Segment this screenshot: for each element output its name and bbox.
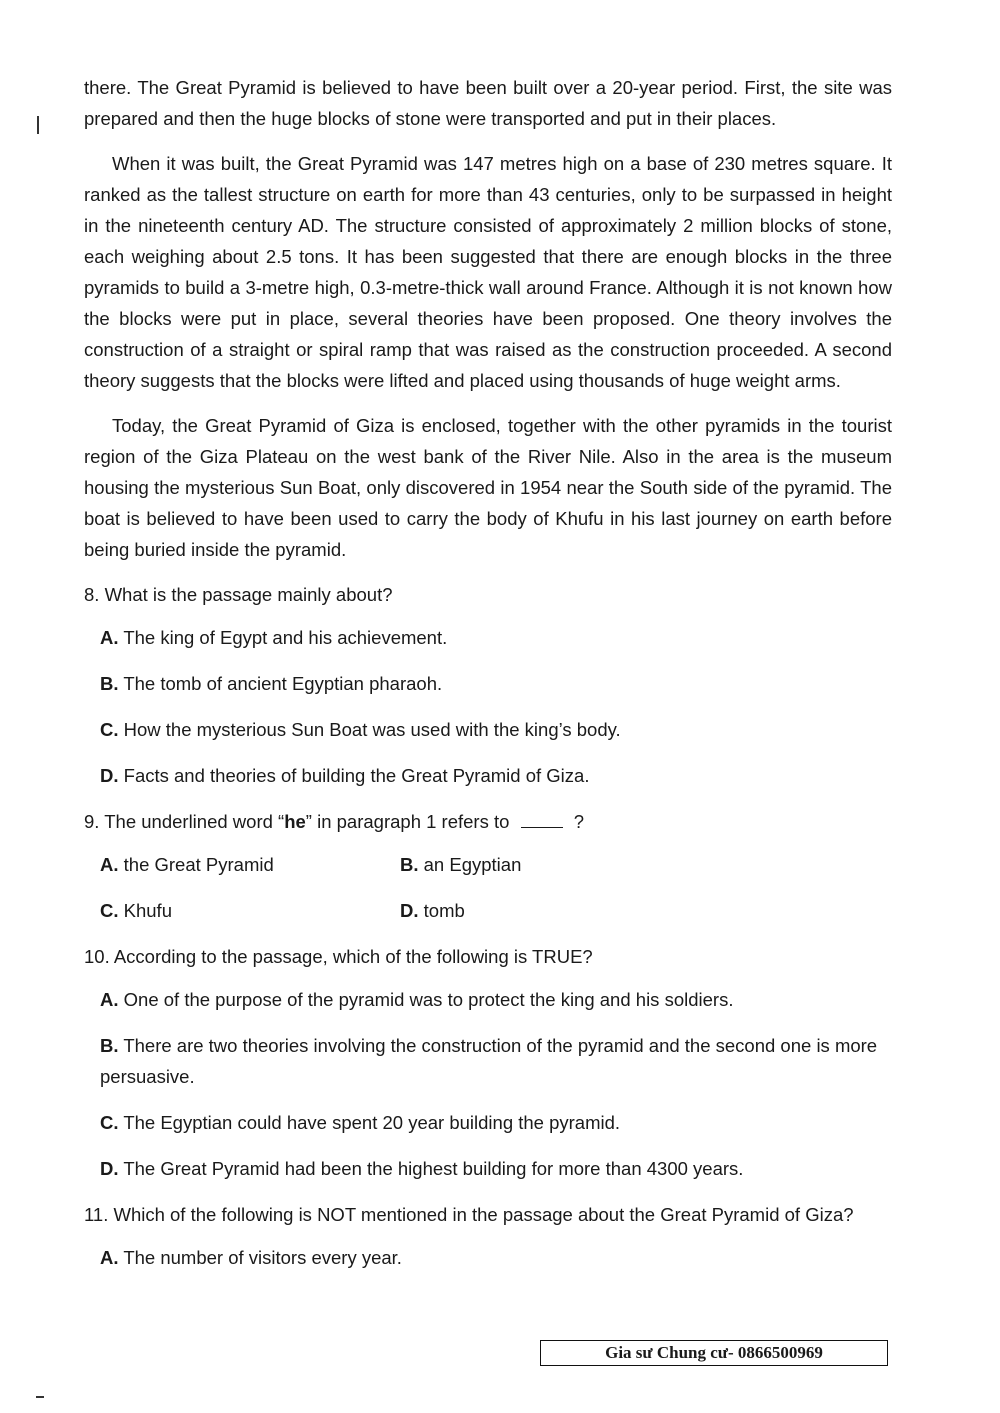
question-8-text: 8. What is the passage mainly about? bbox=[84, 584, 393, 605]
question-10-option-c[interactable] bbox=[100, 1107, 892, 1138]
option-text: Khufu bbox=[123, 900, 172, 921]
question-10-option-b[interactable] bbox=[100, 1030, 892, 1092]
question-9-options-row-2 bbox=[100, 895, 892, 926]
option-text: The Egyptian could have spent 20 year building the pyramid. bbox=[123, 1112, 621, 1133]
option-letter: C. bbox=[100, 719, 119, 740]
option-letter: C. bbox=[100, 1112, 119, 1133]
question-9-option-b[interactable] bbox=[400, 849, 700, 880]
question-10-option-a[interactable] bbox=[100, 984, 892, 1015]
option-letter: B. bbox=[100, 673, 119, 694]
question-11-option-a[interactable] bbox=[100, 1242, 892, 1273]
question-9-text-before: 9. The underlined word “ bbox=[84, 811, 285, 832]
question-9-qmark: ? bbox=[573, 811, 584, 832]
worksheet-page bbox=[84, 72, 892, 1288]
question-9-options-row-1 bbox=[100, 849, 892, 880]
option-text: There are two theories involving the construction of the pyramid and the second one is more persuasive. bbox=[100, 1035, 878, 1087]
option-text: The Great Pyramid had been the highest building for more than 4300 years. bbox=[123, 1158, 744, 1179]
option-text: an Egyptian bbox=[423, 854, 522, 875]
scan-mark-left bbox=[37, 116, 39, 134]
option-text: the Great Pyramid bbox=[123, 854, 274, 875]
option-text: The number of visitors every year. bbox=[123, 1247, 402, 1268]
scan-mark-bottom bbox=[36, 1396, 44, 1398]
question-10-option-d[interactable] bbox=[100, 1153, 892, 1184]
option-letter: B. bbox=[100, 1035, 119, 1056]
option-letter: A. bbox=[100, 1247, 119, 1268]
option-text: The tomb of ancient Egyptian pharaoh. bbox=[123, 673, 443, 694]
option-text: The king of Egypt and his achievement. bbox=[123, 627, 448, 648]
footer-contact-box: Gia sư Chung cư- 0866500969 bbox=[540, 1340, 888, 1366]
question-9-option-c[interactable] bbox=[100, 895, 400, 926]
option-text: One of the purpose of the pyramid was to protect the king and his soldiers. bbox=[123, 989, 734, 1010]
question-9-option-d[interactable] bbox=[400, 895, 700, 926]
passage-paragraph-2: When it was built, the Great Pyramid was 147 metres high on a base of 230 metres square. It ranked as the tallest structure on earth for more than 43 centuries, only to be surpassed in height in the nineteenth century AD. The structure consisted of approximately 2 million blocks of stone, each weighing about 2.5 tons. It has been suggested that there are enough blocks in the three pyramids to build a 3-metre high, 0.3-metre-thick wall around France. Although it is not known how the blocks were put in place, several theories have been proposed. One theory involves the construction of a straight or spiral ramp that was raised as the construction proceeded. A second theory suggests that the blocks were lifted and placed using thousands of huge weight arms. bbox=[84, 153, 892, 391]
option-letter: B. bbox=[400, 854, 419, 875]
option-letter: D. bbox=[100, 765, 119, 786]
question-8-option-b[interactable] bbox=[100, 668, 892, 699]
answer-blank bbox=[521, 811, 563, 828]
question-9-text-after: ” in paragraph 1 refers to bbox=[305, 811, 510, 832]
question-9-text bbox=[84, 806, 892, 837]
option-text: tomb bbox=[423, 900, 465, 921]
question-8-option-d[interactable] bbox=[100, 760, 892, 791]
option-letter: A. bbox=[100, 989, 119, 1010]
question-9-keyword: he bbox=[284, 811, 306, 832]
option-letter: D. bbox=[100, 1158, 119, 1179]
option-letter: A. bbox=[100, 627, 119, 648]
question-8-option-c[interactable] bbox=[100, 714, 892, 745]
question-9-option-a[interactable] bbox=[100, 849, 400, 880]
passage-paragraph-3: Today, the Great Pyramid of Giza is enclosed, together with the other pyramids in the tourist region of the Giza Plateau on the west bank of the River Nile. Also in the area is the museum housing the mysterious Sun Boat, only discovered in 1954 near the South side of the pyramid. The boat is believed to have been used to carry the body of Khufu in his last journey on earth before being buried inside the pyramid. bbox=[84, 415, 892, 560]
option-letter: D. bbox=[400, 900, 419, 921]
option-letter: A. bbox=[100, 854, 119, 875]
question-10-text: 10. According to the passage, which of the following is TRUE? bbox=[84, 946, 593, 967]
option-text: How the mysterious Sun Boat was used with the king’s body. bbox=[123, 719, 621, 740]
option-text: Facts and theories of building the Great Pyramid of Giza. bbox=[123, 765, 590, 786]
option-letter: C. bbox=[100, 900, 119, 921]
question-11-text: 11. Which of the following is NOT mentioned in the passage about the Great Pyramid of Giza? bbox=[84, 1204, 854, 1225]
question-8-option-a[interactable] bbox=[100, 622, 892, 653]
passage-paragraph-continued: there. The Great Pyramid is believed to have been built over a 20-year period. First, the site was prepared and then the huge blocks of stone were transported and put in their places. bbox=[84, 77, 892, 129]
